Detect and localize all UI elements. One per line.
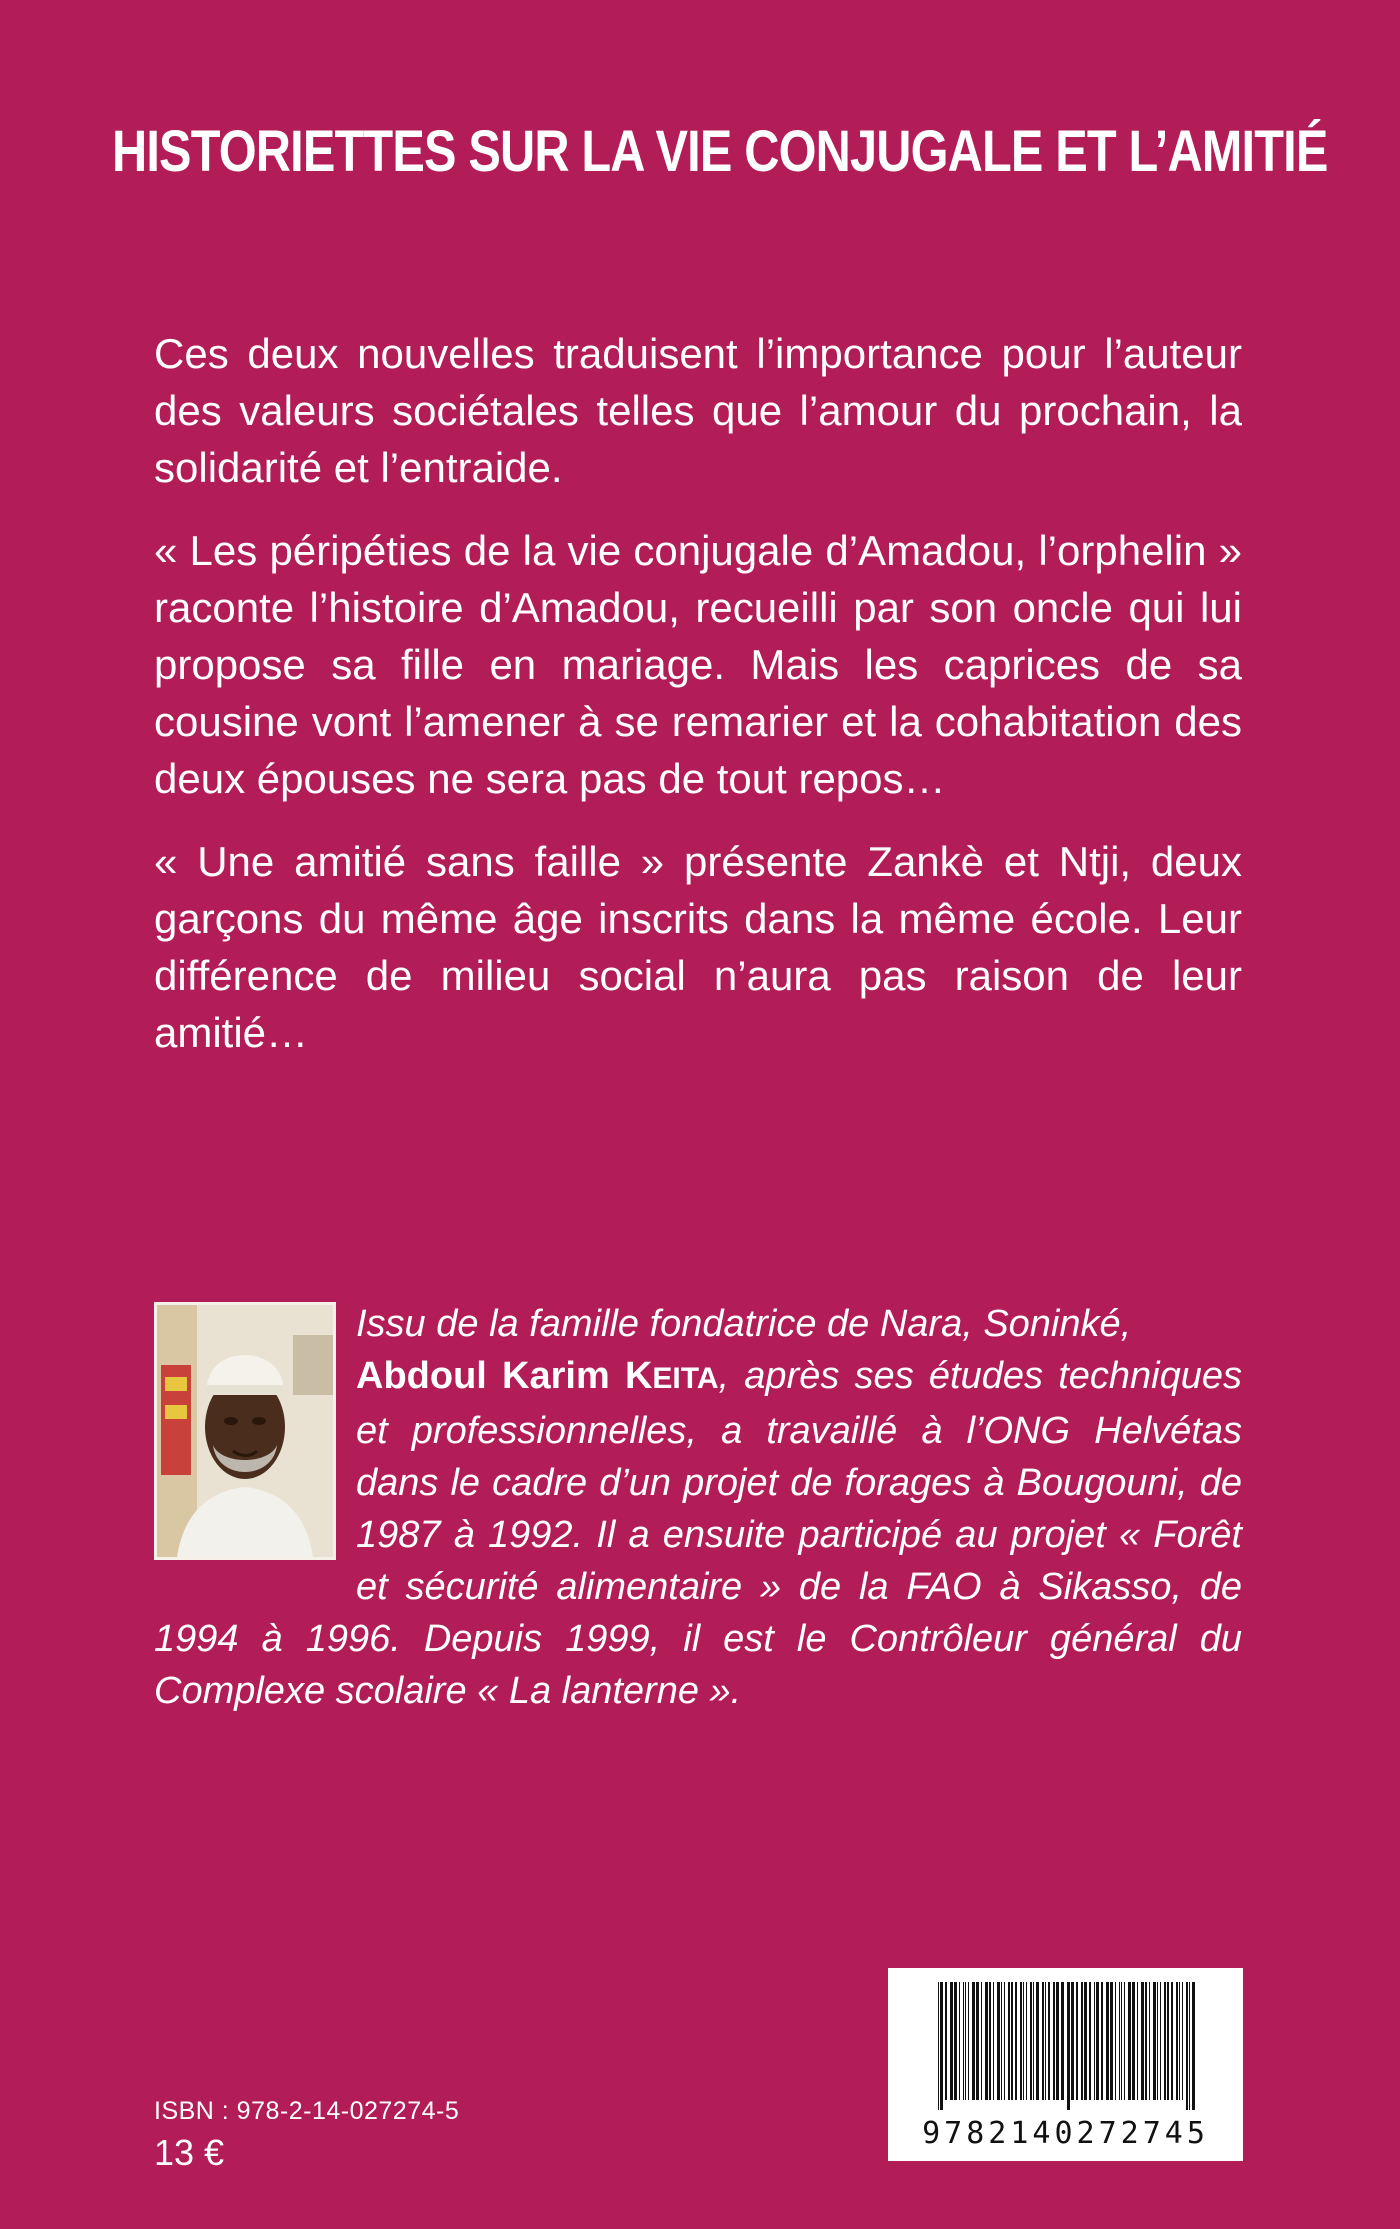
barcode-bar: [1167, 1982, 1169, 2100]
barcode-bar: [1189, 1982, 1190, 2110]
barcode-bar: [993, 1982, 994, 2100]
barcode-bar: [1157, 1982, 1158, 2100]
barcode-bar: [1071, 1982, 1074, 2100]
author-name-regular: Abdoul Karim K: [356, 1355, 653, 1397]
synopsis-paragraph: Ces deux nouvelles traduisent l’importance pour l’auteur des valeurs sociétales telles que l’amour du prochain, la solidarité et l’entraide.: [154, 330, 1242, 491]
barcode-bar: [1192, 1982, 1195, 2110]
barcode-bar: [1176, 1982, 1178, 2100]
barcode-bar: [976, 1982, 979, 2100]
barcode-bar: [1145, 1982, 1147, 2100]
synopsis-paragraph: « Les péripéties de la vie conjugale d’Amadou, l’orphelin » raconte l’histoire d’Amadou, recueilli par son oncle qui lui propose sa fille en mariage. Mais les caprices de sa cousine vont l’amener à se remarier et la cohabitation des deux épouses ne sera pas de tout repos…: [154, 527, 1242, 802]
barcode-bar: [938, 1982, 939, 2110]
barcode: [888, 1968, 1243, 2161]
book-title: HISTORIETTES SUR LA VIE CONJUGALE ET L’AMITIÉ: [112, 119, 1328, 184]
barcode-bar: [963, 1982, 964, 2100]
barcode-bar: [1094, 1982, 1095, 2100]
synopsis: [154, 325, 1242, 1087]
barcode-bar: [1001, 1982, 1002, 2100]
barcode-bar: [1042, 1982, 1044, 2100]
barcode-bar: [968, 1982, 969, 2100]
barcode-bar: [1011, 1982, 1013, 2100]
barcode-bar: [965, 1982, 966, 2100]
barcode-bar: [1179, 1982, 1180, 2100]
author-photo: [154, 1302, 336, 1560]
author-bio: [154, 1298, 1242, 1717]
barcode-bar: [1048, 1982, 1050, 2100]
barcode-bar: [1128, 1982, 1131, 2100]
barcode-bar: [954, 1982, 957, 2100]
barcode-bar: [997, 1982, 1000, 2100]
barcode-bars: [888, 1968, 1243, 2118]
barcode-bar: [1076, 1982, 1078, 2100]
barcode-bar: [1153, 1982, 1156, 2100]
author-name: [356, 1355, 719, 1397]
barcode-bar: [1008, 1982, 1010, 2100]
author-name-smallcaps: EITA: [652, 1362, 719, 1395]
barcode-bar: [1171, 1982, 1173, 2100]
barcode-bar: [1045, 1982, 1046, 2100]
isbn: ISBN : 978-2-14-027274-5: [154, 2097, 460, 2125]
barcode-bar: [1106, 1982, 1109, 2100]
author-bio-body: , après ses études techniques et professionnelles, a travaillé à l’ONG Helvétas dans le cadre d’un projet de forages à Bougouni, de 1987 à 1992. Il a ensuite participé au projet « Forêt et sécurité alimentaire » de la FAO à Sikasso, de 1994 à 1996. Depuis 1999, il est le Contrôleur général du Complexe scolaire « La lanterne ».: [154, 1355, 1242, 1712]
barcode-bar: [1033, 1982, 1034, 2100]
barcode-bar: [959, 1982, 960, 2100]
barcode-bar: [1101, 1982, 1103, 2100]
barcode-bar: [1132, 1982, 1135, 2100]
barcode-bar: [1182, 1982, 1183, 2100]
barcode-bar: [1026, 1982, 1027, 2100]
barcode-bar: [1053, 1982, 1055, 2100]
barcode-bar: [1110, 1982, 1113, 2100]
barcode-bar: [985, 1982, 988, 2100]
barcode-bar: [1149, 1982, 1150, 2100]
barcode-bar: [1089, 1982, 1091, 2100]
barcode-bar: [1164, 1982, 1166, 2100]
barcode-bar: [1061, 1982, 1064, 2100]
barcode-bar: [1015, 1982, 1017, 2100]
barcode-bar: [1121, 1982, 1122, 2100]
barcode-bar: [1023, 1982, 1024, 2100]
author-bio-intro: Issu de la famille fondatrice de Nara, Soninké,: [356, 1303, 1132, 1345]
barcode-digits: 9782140272745: [922, 2116, 1209, 2151]
barcode-bar: [940, 1982, 943, 2110]
barcode-bar: [1004, 1982, 1005, 2100]
barcode-bar: [950, 1982, 953, 2100]
barcode-bar: [945, 1982, 947, 2100]
barcode-bar: [1067, 1982, 1070, 2110]
barcode-bar: [1056, 1982, 1059, 2100]
barcode-bar: [1186, 1982, 1188, 2110]
barcode-bar: [981, 1982, 982, 2100]
barcode-bar: [1036, 1982, 1039, 2100]
barcode-bar: [1096, 1982, 1099, 2100]
barcode-bar: [1160, 1982, 1161, 2100]
barcode-bar: [972, 1982, 975, 2100]
barcode-bar: [1124, 1982, 1125, 2100]
barcode-bar: [1141, 1982, 1144, 2100]
barcode-bar: [1030, 1982, 1032, 2100]
barcode-bar: [1081, 1982, 1083, 2100]
synopsis-paragraph: « Une amitié sans faille » présente Zankè et Ntji, deux garçons du même âge inscrits dans la même école. Leur différence de milieu social n’aura pas raison de leur amitié…: [154, 838, 1242, 1056]
barcode-bar: [1119, 1982, 1120, 2100]
barcode-bar: [989, 1982, 991, 2100]
barcode-bar: [1115, 1982, 1116, 2100]
barcode-bar: [1084, 1982, 1087, 2100]
price: 13 €: [154, 2132, 225, 2173]
barcode-bar: [1020, 1982, 1022, 2100]
barcode-bar: [1137, 1982, 1138, 2100]
